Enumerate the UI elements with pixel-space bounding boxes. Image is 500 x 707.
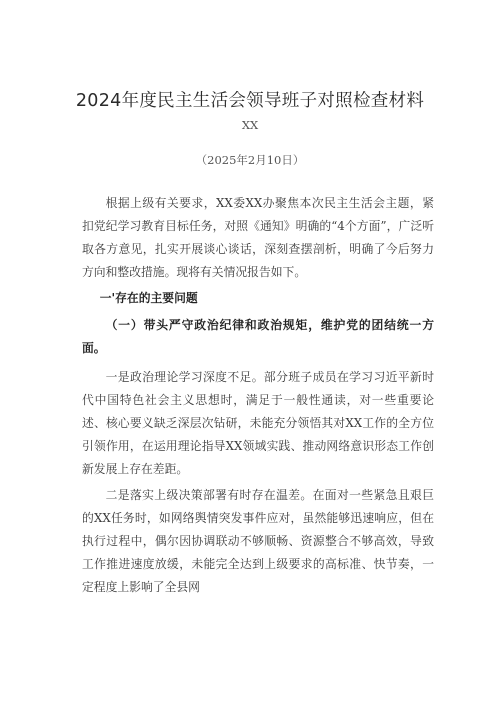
subsection-heading: （一）带头严守政治纪律和政治规矩，维护党的团结统一方面。 [82, 318, 434, 355]
body-paragraph: 一是政治理论学习深度不足。部分班子成员在学习习近平新时代中国特色社会主义思想时，满足于一般性通读，对一些重要论述、核心要义缺乏深层次钻研，未能充分领悟其对XX工作的全方位引领作用，在运用理论指导XX领域实践、推动网络意识形态工作创新发展上存在差距。 [82, 370, 434, 476]
intro-paragraph: 根据上级有关要求，XX委XX办聚焦本次民主生活会主题，紧扣党纪学习教育目标任务，对照《通知》明确的“4个方面”，广泛听取各方意见，扎实开展谈心谈话，深刻查摆剖析，明确了今后努力方向和整改措施。现将有关情况报告如下。 [82, 196, 434, 279]
body-paragraph: 二是落实上级决策部署有时存在温差。在面对一些紧急且艰巨的XX任务时，如网络舆情突发事件应对，虽然能够迅速响应，但在执行过程中，偶尔因协调联动不够顺畅、资源整合不够高效，导致工作推进速度放缓，未能完全达到上级要求的高标准、快节奏，一定程度上影响了全县网 [82, 488, 434, 594]
section-heading: 一'存在的主要问题 [99, 291, 198, 305]
document-body [82, 192, 434, 602]
document-author: XX [241, 118, 259, 132]
document-date: （2025年2月10日） [195, 153, 305, 167]
document-title: 2024年度民主生活会领导班子对照检查材料 [75, 91, 425, 111]
